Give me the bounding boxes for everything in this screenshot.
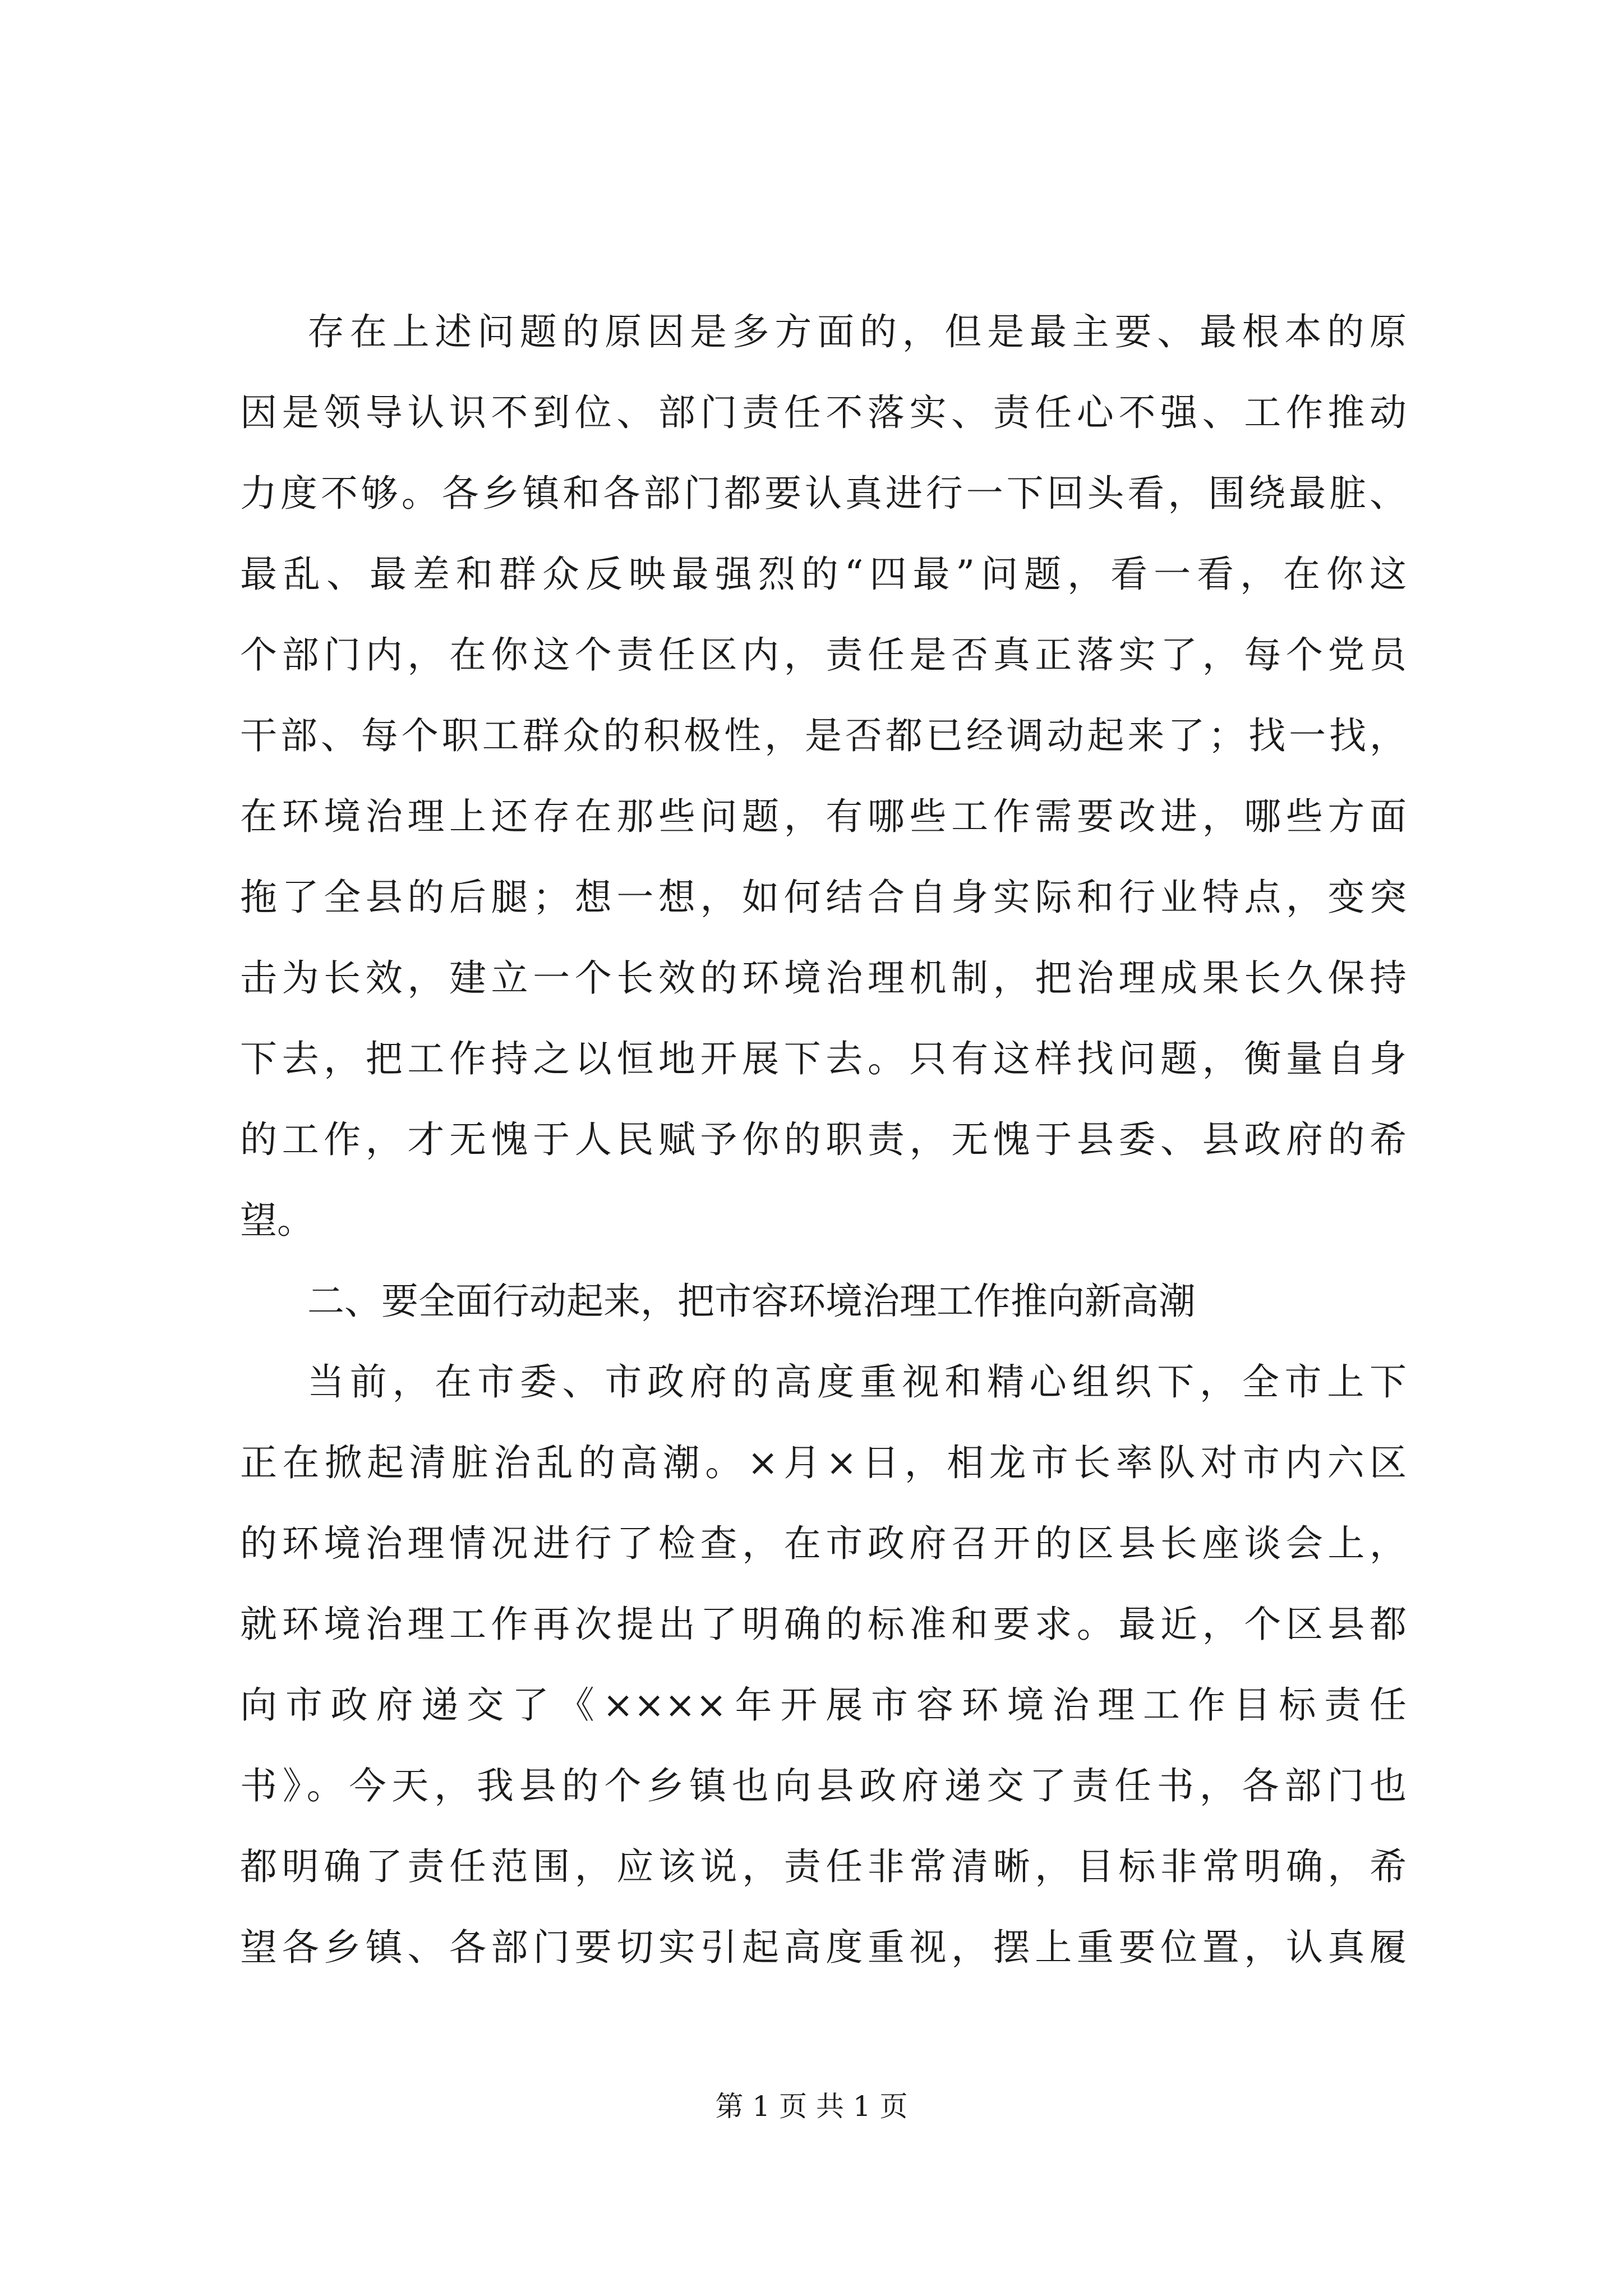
paragraph-line: 拖了全县的后腿；想一想，如何结合自身实际和行业特点，变突 [240, 876, 1407, 919]
paragraph-line: 都明确了责任范围，应该说，责任非常清晰，目标非常明确，希 [240, 1845, 1407, 1888]
page-footer: 第 1 页 共 1 页 [715, 2090, 908, 2123]
paragraph-line: 当前，在市委、市政府的高度重视和精心组织下，全市上下 [307, 1360, 1407, 1404]
paragraph-line: 就环境治理工作再次提出了明确的标准和要求。最近，个区县都 [240, 1603, 1407, 1646]
paragraph-line: 干部、每个职工群众的积极性，是否都已经调动起来了；找一找， [240, 714, 1407, 757]
paragraph-line: 最乱、最差和群众反映最强烈的“四最”问题，看一看，在你这 [240, 553, 1407, 596]
paragraph-line: 正在掀起清脏治乱的高潮。×月×日，相龙市长率队对市内六区 [240, 1441, 1407, 1484]
section-heading: 二、要全面行动起来，把市容环境治理工作推向新高潮 [307, 1280, 1196, 1323]
paragraph-line: 力度不够。各乡镇和各部门都要认真进行一下回头看，围绕最脏、 [240, 472, 1407, 515]
document-body [240, 292, 1407, 1988]
paragraph-line: 因是领导认识不到位、部门责任不落实、责任心不强、工作推动 [240, 391, 1407, 434]
paragraph-line: 个部门内，在你这个责任区内，责任是否真正落实了，每个党员 [240, 633, 1407, 677]
paragraph-line: 下去，把工作持之以恒地开展下去。只有这样找问题，衡量自身 [240, 1037, 1407, 1080]
paragraph-line: 的工作，才无愧于人民赋予你的职责，无愧于县委、县政府的希 [240, 1118, 1407, 1161]
paragraph-line: 在环境治理上还存在那些问题，有哪些工作需要改进，哪些方面 [240, 795, 1407, 838]
paragraph-line: 击为长效，建立一个长效的环境治理机制，把治理成果长久保持 [240, 956, 1407, 1000]
paragraph-line: 望各乡镇、各部门要切实引起高度重视，摆上重要位置，认真履 [240, 1926, 1407, 1969]
paragraph-line: 的环境治理情况进行了检查，在市政府召开的区县长座谈会上， [240, 1522, 1407, 1565]
paragraph-line: 望。 [240, 1199, 314, 1242]
paragraph-line: 书》。今天，我县的个乡镇也向县政府递交了责任书，各部门也 [240, 1764, 1407, 1807]
paragraph-line: 存在上述问题的原因是多方面的，但是最主要、最根本的原 [307, 310, 1407, 353]
paragraph-line: 向市政府递交了《××××年开展市容环境治理工作目标责任 [240, 1683, 1407, 1727]
